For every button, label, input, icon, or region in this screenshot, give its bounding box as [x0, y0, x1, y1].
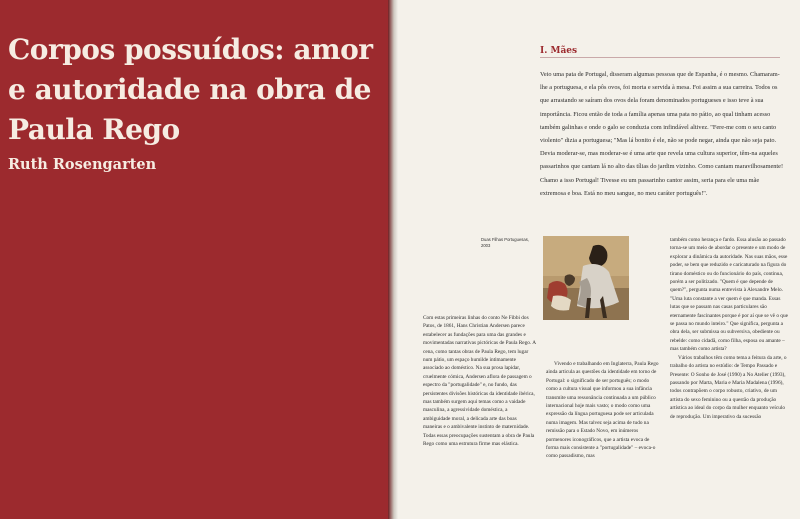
book-gutter	[388, 0, 398, 519]
painting-image	[543, 236, 629, 320]
paragraph: Vivendo e trabalhando em Inglaterra, Paula Rego ainda articula as questões da identidade em torno de Portugal: o significado de ser português; o modo como a cultura visual que informou a sua infância transmite uma ressonância continuada a um público internacional hoje mais vasto; o modo como uma expressão da língua portuguesa pode ser articulada numa imagem. Mas talvez seja acima de tudo na remissão para o Estado Novo, em inúmeros pormenores iconográficos, que a artista evoca de forma mais consistente a "portugalidade" – evoca-o como passadismo, mas	[546, 361, 659, 460]
section-heading: I. Mães	[540, 46, 578, 56]
paragraph: Vários trabalhos têm como tema a feitura da arte, o trabalho do artista no estúdio: de Tempo Passado e Presente: O Sonho de José (1990) a No Atelier (1993), passando por Marta, Maria e Maria Madalena (1996), todos contrapõem o corpo robusto, criativo, de um artista do sexo feminino ou a questão da produção artística ao ideal do corpo da mulher enquanto veículo de reprodução. Um imperativo da sucessão	[670, 354, 787, 420]
painting-caption: Duas Filhas Portuguesas, 2003	[481, 237, 529, 248]
article-author: Ruth Rosengarten	[8, 156, 157, 173]
epigraph-text: Veio uma pata de Portugal, disseram algumas pessoas que de Espanha, é o mesmo. Chamaram-lhe a portuguesa, e ela pôs ovos, foi morta e servida à mesa. Foi assim a sua carreira. Todos os que arrastando se saíram dos ovos dela foram denominados portugueses e isso teve à sua importância. Ficou então de toda a família apenas uma pata no pátio, ao qual tinham acesso também galinhas e onde o galo se conduzia com infindável altivez. "Fere-me com o seu canto violento" dizia a portuguesa; "Mas lá bonito é ele, não se pode negar, ainda que não seja pato. Devia moderar-se, mas moderar-se é uma arte que revela uma cultura superior, têm-na aqueles passarinhos que cantam lá no alto das tílias do jardim vizinho. Como cantam maravilhosamente! Chamo a isso Portugal! Tivesse eu um passarinho cantor assim, seria para ele uma mãe extremosa e boa. Está no meu sangue, no meu caráter português!".	[540, 71, 784, 197]
paragraph: Com estas primeiras linhas do conto Ne Fibbi dos Patos, de 1861, Hans Christian Andersen parece estabelecer as fundações para uma das grandes e movimentadas narrativas pictóricas de Paula Rego. A cena, como tantas obras de Paula Rego, tem lugar num pátio, um espaço humilde intimamente associado ao doméstico. Na sua prosa lapidar, cruelmente cómica, Andersen aflora de passagem o espectro da "portugalidade" e, no fundo, das persistentes divisões históricas da identidade ibérica, mas também surgem aqui temas como a vaidade masculina, a agressividade doméstica, a ambiguidade moral, a delicada arte das boas maneiras e o ambivalente instinto de maternidade. Todas essas preocupações sustentam a obra de Paula Rego como uma estrutura firme mas elástica.	[423, 315, 536, 448]
paragraph: também como herança e fardo. Essa alusão ao passado torna-se um meio de abordar o presente e um modo de explorar a dinâmica da autoridade. Nas suas mãos, esse poder, se bem que reduzido e caricaturado na figura do tirano doméstico ou do funcionário do país, continua, porém a ser politizado. "Quem é que depende de quem?", pergunta numa entrevista à Alexandre Melo. "Uma luta constante a ver quem é que manda. Essas lutas que se passam nas casas particulares são eternamente fascinantes porque é por aí que se vê o que se passa no mundo inteiro." Que significa, pergunta a obra dela, ser submissa ou subversiva, obediente ou rebelde: como cidadã, como filha, esposa ou amante – mas também como artista?	[670, 237, 788, 353]
body-column-3	[670, 236, 788, 421]
body-column-2	[546, 360, 659, 461]
body-column-1	[423, 314, 536, 449]
article-title: Corpos possuídos: amor e autoridade na obra de Paula Rego	[8, 33, 373, 146]
section-rule	[540, 57, 780, 58]
